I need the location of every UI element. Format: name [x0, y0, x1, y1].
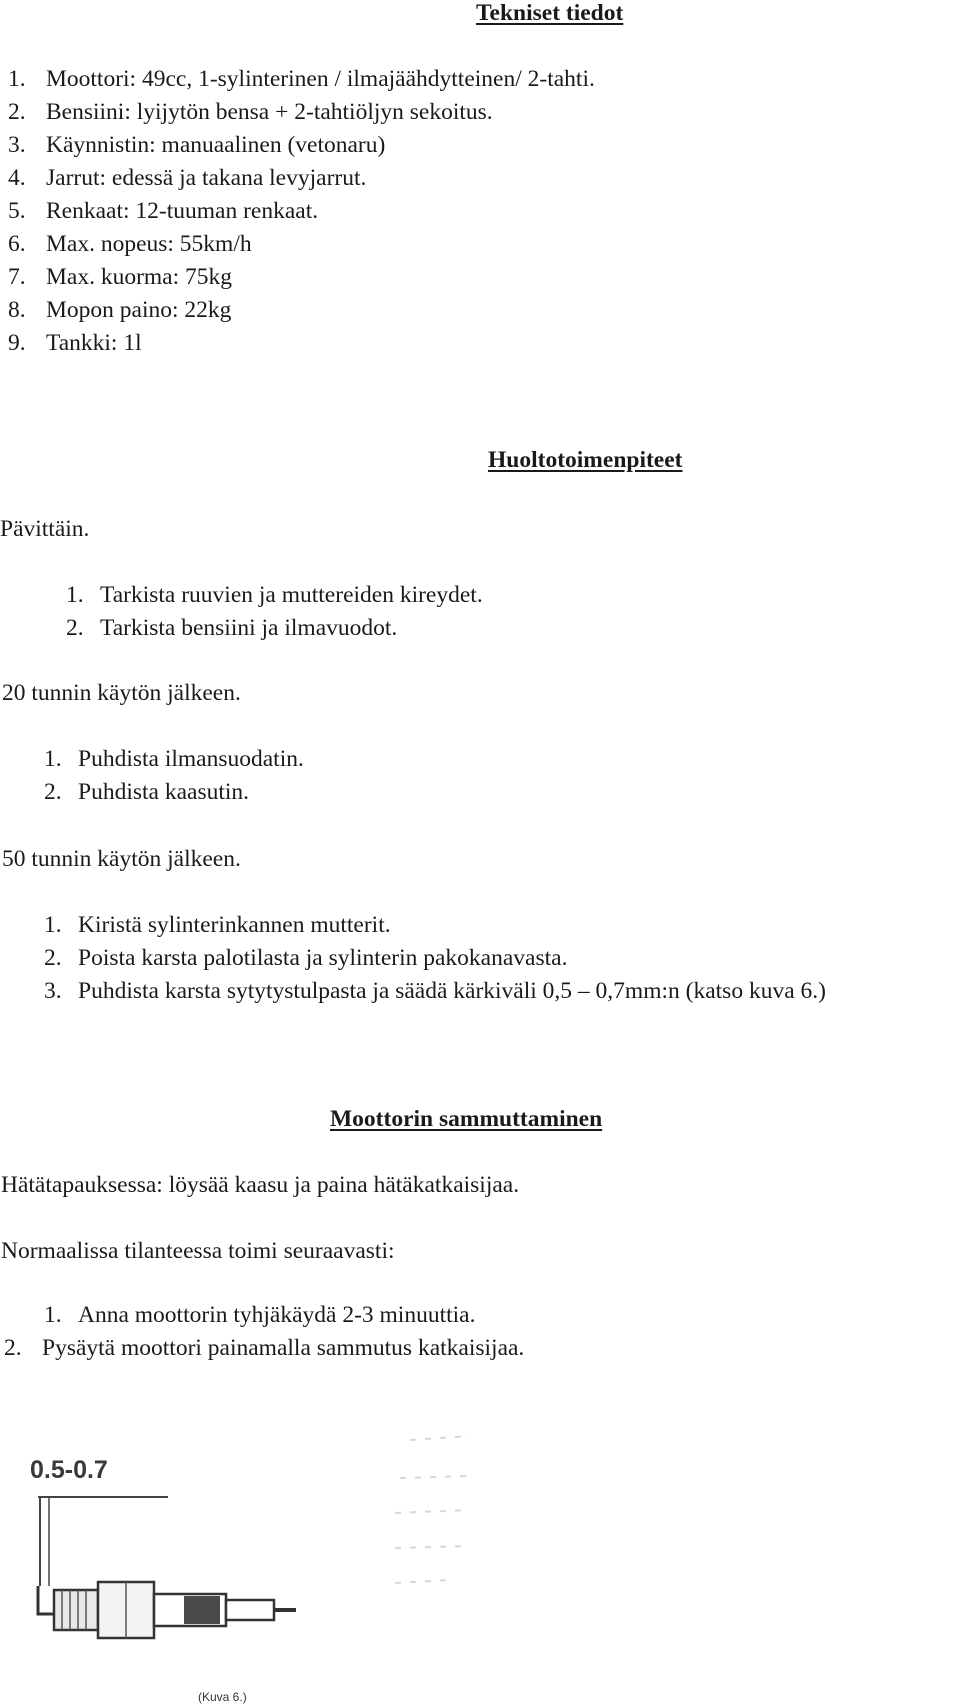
item-number: 4.	[8, 165, 26, 191]
item-text: Renkaat: 12-tuuman renkaat.	[46, 198, 319, 224]
list-item	[44, 748, 304, 772]
spark-plug-figure	[0, 1418, 480, 1705]
item-text: Mopon paino: 22kg	[46, 297, 232, 323]
section-label-20h: 20 tunnin käytön jälkeen.	[2, 680, 241, 706]
gap-label: 0.5-0.7	[30, 1456, 108, 1484]
list-item	[8, 299, 231, 323]
item-text: Puhdista karsta sytytystulpasta ja säädä kärkiväli 0,5 – 0,7mm:n (katso kuva 6.)	[78, 978, 826, 1004]
item-text: Tarkista ruuvien ja muttereiden kireydet.	[100, 582, 483, 608]
list-item	[8, 167, 366, 191]
specs-title: Tekniset tiedot	[476, 0, 624, 26]
item-text: Tankki: 1l	[46, 330, 142, 356]
item-text: Moottori: 49cc, 1-sylinterinen / ilmajäähdytteinen/ 2-tahti.	[46, 66, 595, 92]
list-item	[8, 332, 142, 356]
list-item	[8, 134, 385, 158]
item-text: Max. kuorma: 75kg	[46, 264, 233, 290]
item-number: 5.	[8, 198, 26, 224]
list-item	[4, 1337, 524, 1361]
item-number: 2.	[44, 945, 62, 971]
list-item	[44, 947, 567, 971]
list-item	[8, 233, 252, 257]
list-item	[44, 1304, 475, 1328]
normal-text: Normaalissa tilanteessa toimi seuraavasti:	[1, 1238, 395, 1264]
item-number: 1.	[44, 1302, 62, 1328]
item-number: 2.	[44, 779, 62, 805]
figure-caption: (Kuva 6.)	[198, 1690, 247, 1704]
item-number: 8.	[8, 297, 26, 323]
list-item	[44, 781, 249, 805]
insulator-ribs	[184, 1596, 220, 1624]
item-number: 1.	[66, 582, 84, 608]
item-number: 1.	[8, 66, 26, 92]
list-item	[44, 980, 826, 1004]
maintenance-title: Huoltotoimenpiteet	[488, 447, 683, 473]
list-item	[8, 266, 232, 290]
item-number: 2.	[8, 99, 26, 125]
section-label-daily: Pävittäin.	[0, 516, 90, 542]
faint-scan-notes	[395, 1436, 470, 1583]
item-text: Käynnistin: manuaalinen (vetonaru)	[46, 132, 386, 158]
item-number: 3.	[8, 132, 26, 158]
item-number: 2.	[66, 615, 84, 641]
item-text: Anna moottorin tyhjäkäydä 2-3 minuuttia.	[78, 1302, 476, 1328]
list-item	[8, 68, 595, 92]
item-text: Poista karsta palotilasta ja sylinterin pakokanavasta.	[78, 945, 568, 971]
item-text: Pysäytä moottori painamalla sammutus katkaisijaa.	[42, 1335, 525, 1361]
item-number: 3.	[44, 978, 62, 1004]
item-text: Jarrut: edessä ja takana levyjarrut.	[46, 165, 367, 191]
item-text: Kiristä sylinterinkannen mutterit.	[78, 912, 391, 938]
item-number: 7.	[8, 264, 26, 290]
section-label-50h: 50 tunnin käytön jälkeen.	[2, 846, 241, 872]
list-item	[44, 914, 391, 938]
item-number: 2.	[4, 1335, 22, 1361]
item-text: Puhdista ilmansuodatin.	[78, 746, 304, 772]
emergency-text: Hätätapauksessa: löysää kaasu ja paina hätäkatkaisijaa.	[1, 1172, 520, 1198]
item-number: 9.	[8, 330, 26, 356]
plug-thread	[54, 1590, 98, 1630]
list-item	[66, 584, 483, 608]
item-text: Bensiini: lyijytön bensa + 2-tahtiöljyn sekoitus.	[46, 99, 493, 125]
list-item	[8, 200, 318, 224]
shutdown-title: Moottorin sammuttaminen	[330, 1106, 603, 1132]
item-text: Tarkista bensiini ja ilmavuodot.	[100, 615, 398, 641]
list-item	[66, 617, 397, 641]
item-number: 1.	[44, 912, 62, 938]
item-text: Puhdista kaasutin.	[78, 779, 250, 805]
plug-terminal	[226, 1600, 274, 1620]
list-item	[8, 101, 493, 125]
item-text: Max. nopeus: 55km/h	[46, 231, 252, 257]
item-number: 1.	[44, 746, 62, 772]
item-number: 6.	[8, 231, 26, 257]
